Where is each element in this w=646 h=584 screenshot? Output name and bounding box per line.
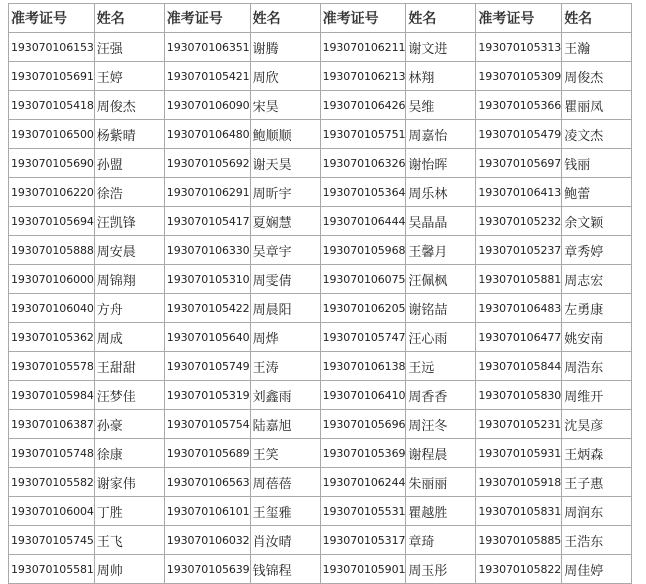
name-cell: 周润东 bbox=[562, 497, 632, 526]
header-exam-id: 准考证号 bbox=[9, 4, 95, 33]
name-cell: 周昕宇 bbox=[250, 178, 320, 207]
exam-id-cell: 193070105640 bbox=[164, 323, 250, 352]
table-row bbox=[9, 555, 632, 584]
header-exam-id: 准考证号 bbox=[164, 4, 250, 33]
exam-id-cell: 193070105421 bbox=[164, 62, 250, 91]
exam-id-cell: 193070105745 bbox=[9, 526, 95, 555]
exam-id-cell: 193070106387 bbox=[9, 410, 95, 439]
table-row bbox=[9, 468, 632, 497]
exam-id-cell: 193070105831 bbox=[476, 497, 562, 526]
name-cell: 王甜甜 bbox=[94, 352, 164, 381]
exam-id-cell: 193070105694 bbox=[9, 207, 95, 236]
exam-id-cell: 193070105830 bbox=[476, 381, 562, 410]
name-cell: 王玺雅 bbox=[250, 497, 320, 526]
exam-id-cell: 193070105748 bbox=[9, 439, 95, 468]
exam-id-cell: 193070105364 bbox=[320, 178, 406, 207]
table-row bbox=[9, 33, 632, 62]
exam-id-cell: 193070106000 bbox=[9, 265, 95, 294]
exam-id-cell: 193070105918 bbox=[476, 468, 562, 497]
name-cell: 林翔 bbox=[406, 62, 476, 91]
name-cell: 丁胜 bbox=[94, 497, 164, 526]
exam-id-cell: 193070105751 bbox=[320, 120, 406, 149]
exam-id-cell: 193070106075 bbox=[320, 265, 406, 294]
exam-id-cell: 193070105747 bbox=[320, 323, 406, 352]
exam-id-cell: 193070105578 bbox=[9, 352, 95, 381]
name-cell: 王炳森 bbox=[562, 439, 632, 468]
exam-id-cell: 193070105885 bbox=[476, 526, 562, 555]
exam-id-cell: 193070105309 bbox=[476, 62, 562, 91]
exam-id-cell: 193070106090 bbox=[164, 91, 250, 120]
exam-id-cell: 193070105418 bbox=[9, 91, 95, 120]
table-row bbox=[9, 497, 632, 526]
exam-id-cell: 193070105984 bbox=[9, 381, 95, 410]
exam-id-cell: 193070106500 bbox=[9, 120, 95, 149]
table-header bbox=[9, 4, 632, 33]
name-cell: 王涛 bbox=[250, 352, 320, 381]
header-name: 姓名 bbox=[94, 4, 164, 33]
table-row bbox=[9, 120, 632, 149]
name-cell: 周锦翔 bbox=[94, 265, 164, 294]
exam-id-cell: 193070105313 bbox=[476, 33, 562, 62]
name-cell: 周雯倩 bbox=[250, 265, 320, 294]
table-row bbox=[9, 91, 632, 120]
name-cell: 周乐林 bbox=[406, 178, 476, 207]
name-cell: 王婷 bbox=[94, 62, 164, 91]
name-cell: 周蓓蓓 bbox=[250, 468, 320, 497]
header-name: 姓名 bbox=[562, 4, 632, 33]
name-cell: 王浩东 bbox=[562, 526, 632, 555]
name-cell: 沈昊彦 bbox=[562, 410, 632, 439]
name-cell: 徐康 bbox=[94, 439, 164, 468]
name-cell: 汪心雨 bbox=[406, 323, 476, 352]
exam-id-cell: 193070105931 bbox=[476, 439, 562, 468]
name-cell: 周晨阳 bbox=[250, 294, 320, 323]
name-cell: 汪佩枫 bbox=[406, 265, 476, 294]
name-cell: 余文颖 bbox=[562, 207, 632, 236]
name-cell: 刘鑫雨 bbox=[250, 381, 320, 410]
name-cell: 汪凯锋 bbox=[94, 207, 164, 236]
exam-id-cell: 193070105417 bbox=[164, 207, 250, 236]
exam-id-cell: 193070105317 bbox=[320, 526, 406, 555]
exam-id-cell: 193070106444 bbox=[320, 207, 406, 236]
name-cell: 朱丽丽 bbox=[406, 468, 476, 497]
exam-id-cell: 193070106004 bbox=[9, 497, 95, 526]
table-row bbox=[9, 236, 632, 265]
exam-id-cell: 193070105696 bbox=[320, 410, 406, 439]
exam-id-cell: 193070105690 bbox=[9, 149, 95, 178]
exam-id-cell: 193070105232 bbox=[476, 207, 562, 236]
exam-id-cell: 193070106326 bbox=[320, 149, 406, 178]
name-cell: 章琦 bbox=[406, 526, 476, 555]
exam-id-cell: 193070106153 bbox=[9, 33, 95, 62]
table-row bbox=[9, 207, 632, 236]
exam-id-cell: 193070105531 bbox=[320, 497, 406, 526]
exam-id-cell: 193070106480 bbox=[164, 120, 250, 149]
name-cell: 王馨月 bbox=[406, 236, 476, 265]
header-exam-id: 准考证号 bbox=[320, 4, 406, 33]
exam-id-cell: 193070106138 bbox=[320, 352, 406, 381]
name-cell: 周香香 bbox=[406, 381, 476, 410]
name-cell: 周佳婷 bbox=[562, 555, 632, 584]
exam-id-cell: 193070105692 bbox=[164, 149, 250, 178]
name-cell: 宋昊 bbox=[250, 91, 320, 120]
table-row bbox=[9, 323, 632, 352]
exam-id-cell: 193070105479 bbox=[476, 120, 562, 149]
exam-id-cell: 193070105901 bbox=[320, 555, 406, 584]
exam-id-cell: 193070105968 bbox=[320, 236, 406, 265]
name-cell: 鲍蕾 bbox=[562, 178, 632, 207]
table-row bbox=[9, 62, 632, 91]
exam-id-cell: 193070106413 bbox=[476, 178, 562, 207]
exam-id-cell: 193070105697 bbox=[476, 149, 562, 178]
exam-id-cell: 193070106291 bbox=[164, 178, 250, 207]
exam-id-cell: 193070106101 bbox=[164, 497, 250, 526]
exam-id-cell: 193070106032 bbox=[164, 526, 250, 555]
exam-id-cell: 193070105581 bbox=[9, 555, 95, 584]
name-cell: 方舟 bbox=[94, 294, 164, 323]
exam-id-cell: 193070105844 bbox=[476, 352, 562, 381]
name-cell: 周欣 bbox=[250, 62, 320, 91]
exam-id-cell: 193070105237 bbox=[476, 236, 562, 265]
exam-id-cell: 193070105362 bbox=[9, 323, 95, 352]
name-cell: 周嘉怡 bbox=[406, 120, 476, 149]
exam-id-cell: 193070105691 bbox=[9, 62, 95, 91]
name-cell: 陆嘉旭 bbox=[250, 410, 320, 439]
exam-id-cell: 193070105822 bbox=[476, 555, 562, 584]
name-cell: 孙盟 bbox=[94, 149, 164, 178]
exam-id-cell: 193070105422 bbox=[164, 294, 250, 323]
table-row bbox=[9, 149, 632, 178]
name-cell: 王子惠 bbox=[562, 468, 632, 497]
name-cell: 周志宏 bbox=[562, 265, 632, 294]
exam-id-cell: 193070106483 bbox=[476, 294, 562, 323]
exam-id-cell: 193070105366 bbox=[476, 91, 562, 120]
name-cell: 谢家伟 bbox=[94, 468, 164, 497]
name-cell: 周成 bbox=[94, 323, 164, 352]
name-cell: 谢文进 bbox=[406, 33, 476, 62]
exam-id-cell: 193070105639 bbox=[164, 555, 250, 584]
name-cell: 周俊杰 bbox=[562, 62, 632, 91]
exam-id-cell: 193070105369 bbox=[320, 439, 406, 468]
name-cell: 钱丽 bbox=[562, 149, 632, 178]
table-row bbox=[9, 381, 632, 410]
table-body bbox=[9, 33, 632, 584]
name-cell: 谢腾 bbox=[250, 33, 320, 62]
exam-id-cell: 193070106410 bbox=[320, 381, 406, 410]
name-cell: 王飞 bbox=[94, 526, 164, 555]
name-cell: 吴晶晶 bbox=[406, 207, 476, 236]
header-name: 姓名 bbox=[250, 4, 320, 33]
exam-id-cell: 193070105231 bbox=[476, 410, 562, 439]
exam-id-cell: 193070106351 bbox=[164, 33, 250, 62]
table-row bbox=[9, 294, 632, 323]
name-cell: 周汪冬 bbox=[406, 410, 476, 439]
name-cell: 夏娴慧 bbox=[250, 207, 320, 236]
exam-id-cell: 193070106563 bbox=[164, 468, 250, 497]
name-cell: 王远 bbox=[406, 352, 476, 381]
table-row bbox=[9, 410, 632, 439]
name-cell: 周玉彤 bbox=[406, 555, 476, 584]
table-row bbox=[9, 352, 632, 381]
name-cell: 周烨 bbox=[250, 323, 320, 352]
name-cell: 徐浩 bbox=[94, 178, 164, 207]
name-cell: 谢天昊 bbox=[250, 149, 320, 178]
exam-id-cell: 193070105749 bbox=[164, 352, 250, 381]
name-cell: 周维开 bbox=[562, 381, 632, 410]
name-cell: 汪梦佳 bbox=[94, 381, 164, 410]
exam-id-cell: 193070106244 bbox=[320, 468, 406, 497]
name-cell: 凌文杰 bbox=[562, 120, 632, 149]
name-cell: 周安晨 bbox=[94, 236, 164, 265]
name-cell: 肖汝晴 bbox=[250, 526, 320, 555]
name-cell: 周浩东 bbox=[562, 352, 632, 381]
table-row bbox=[9, 439, 632, 468]
name-cell: 王笑 bbox=[250, 439, 320, 468]
exam-id-cell: 193070106477 bbox=[476, 323, 562, 352]
exam-id-cell: 193070106213 bbox=[320, 62, 406, 91]
name-cell: 杨紫晴 bbox=[94, 120, 164, 149]
exam-id-cell: 193070106330 bbox=[164, 236, 250, 265]
exam-id-cell: 193070105881 bbox=[476, 265, 562, 294]
name-cell: 谢怡晖 bbox=[406, 149, 476, 178]
name-cell: 章秀婷 bbox=[562, 236, 632, 265]
header-name: 姓名 bbox=[406, 4, 476, 33]
exam-id-cell: 193070106426 bbox=[320, 91, 406, 120]
name-cell: 瞿越胜 bbox=[406, 497, 476, 526]
exam-id-cell: 193070106220 bbox=[9, 178, 95, 207]
exam-id-cell: 193070105319 bbox=[164, 381, 250, 410]
table-row bbox=[9, 265, 632, 294]
name-cell: 王瀚 bbox=[562, 33, 632, 62]
name-cell: 吴维 bbox=[406, 91, 476, 120]
name-cell: 周俊杰 bbox=[94, 91, 164, 120]
exam-id-cell: 193070105689 bbox=[164, 439, 250, 468]
exam-id-cell: 193070105754 bbox=[164, 410, 250, 439]
name-cell: 孙豪 bbox=[94, 410, 164, 439]
name-cell: 谢铭喆 bbox=[406, 294, 476, 323]
table-row bbox=[9, 526, 632, 555]
table-row bbox=[9, 178, 632, 207]
name-cell: 姚安南 bbox=[562, 323, 632, 352]
exam-id-cell: 193070105888 bbox=[9, 236, 95, 265]
header-exam-id: 准考证号 bbox=[476, 4, 562, 33]
name-cell: 瞿丽凤 bbox=[562, 91, 632, 120]
name-cell: 汪强 bbox=[94, 33, 164, 62]
name-cell: 周帅 bbox=[94, 555, 164, 584]
name-cell: 谢程晨 bbox=[406, 439, 476, 468]
exam-id-cell: 193070106211 bbox=[320, 33, 406, 62]
name-cell: 吴章宇 bbox=[250, 236, 320, 265]
exam-id-cell: 193070106040 bbox=[9, 294, 95, 323]
name-cell: 鲍顺顺 bbox=[250, 120, 320, 149]
exam-id-cell: 193070105582 bbox=[9, 468, 95, 497]
name-cell: 左勇康 bbox=[562, 294, 632, 323]
exam-id-cell: 193070106205 bbox=[320, 294, 406, 323]
header-row bbox=[9, 4, 632, 33]
candidate-roster-table bbox=[8, 3, 632, 584]
exam-id-cell: 193070105310 bbox=[164, 265, 250, 294]
name-cell: 钱锦程 bbox=[250, 555, 320, 584]
